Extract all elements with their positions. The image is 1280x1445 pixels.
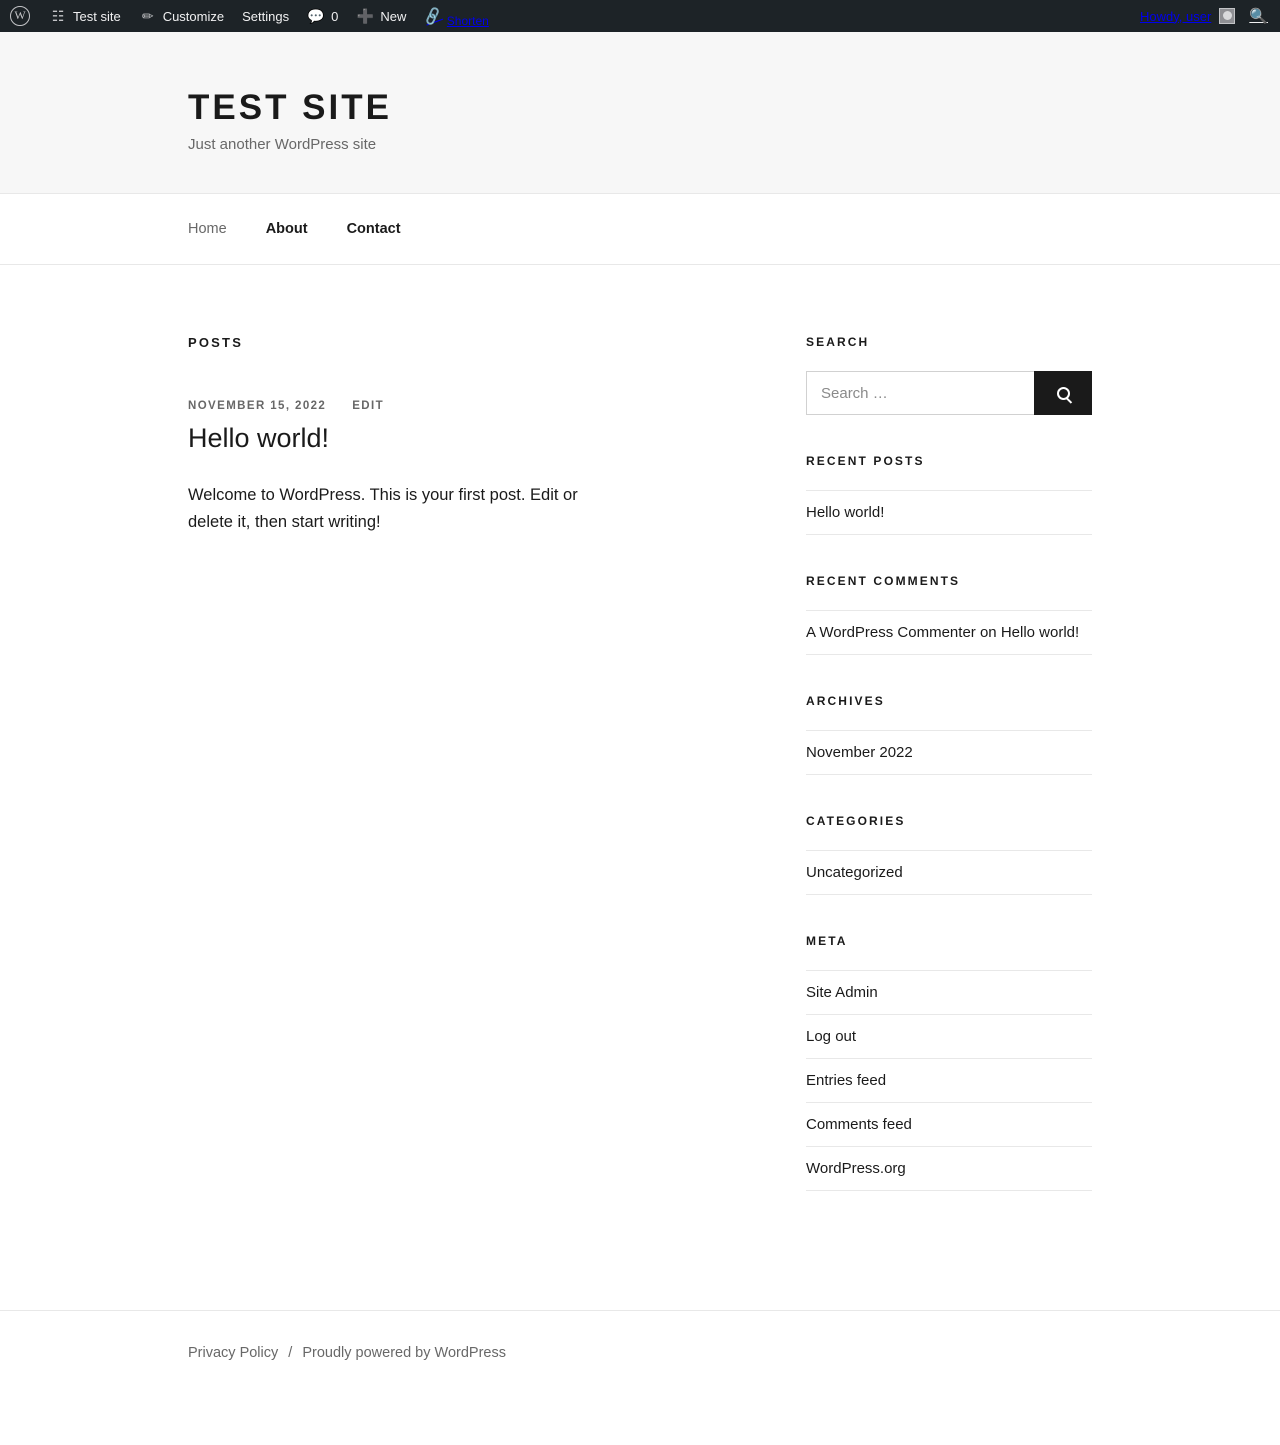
widget-title-search: SEARCH xyxy=(806,335,870,349)
wordpress-logo-icon xyxy=(10,6,30,26)
comment-author-link[interactable]: A WordPress Commenter xyxy=(806,624,976,641)
site-header xyxy=(0,32,1280,194)
nav-item-contact[interactable]: Contact xyxy=(346,221,401,237)
recent-post-link[interactable]: Hello world! xyxy=(806,504,885,521)
post-title xyxy=(188,422,620,454)
adminbar-customize[interactable] xyxy=(130,0,233,32)
meta-link-log-out[interactable]: Log out xyxy=(806,1028,857,1045)
list-item xyxy=(806,970,1092,1014)
site-footer xyxy=(0,1310,1280,1395)
post-article xyxy=(188,400,620,536)
admin-bar xyxy=(0,0,1280,32)
adminbar-my-account[interactable] xyxy=(1132,8,1243,24)
archive-link-november-2022[interactable]: November 2022 xyxy=(806,744,913,761)
post-content xyxy=(188,482,620,535)
post-body-text: Welcome to WordPress. This is your first post. Edit or delete it, then start writing! xyxy=(188,486,578,532)
footer-privacy-policy-link[interactable]: Privacy Policy xyxy=(188,1345,279,1361)
post-meta xyxy=(188,400,620,412)
post-edit-link[interactable]: EDIT xyxy=(352,400,385,412)
link-icon: 🔗 xyxy=(421,5,444,27)
widget-title-categories: CATEGORIES xyxy=(806,814,906,828)
comment-bubble-icon: 💬 xyxy=(307,7,325,24)
list-item xyxy=(806,1014,1092,1058)
widget-categories xyxy=(806,814,1092,895)
footer-separator: / xyxy=(288,1345,293,1361)
search-submit-button[interactable] xyxy=(1034,371,1092,415)
adminbar-right-group xyxy=(1132,7,1280,25)
posts-section-label: POSTS xyxy=(188,335,244,350)
list-item xyxy=(806,490,1092,535)
categories-list xyxy=(806,850,1092,895)
page-title: TEST SITE xyxy=(188,88,392,127)
widget-title-recent-comments: RECENT COMMENTS xyxy=(806,574,961,588)
adminbar-settings[interactable] xyxy=(233,0,298,32)
list-item xyxy=(806,1058,1092,1102)
plus-icon: ➕ xyxy=(356,7,375,24)
meta-link-comments-feed[interactable]: Comments feed xyxy=(806,1116,912,1133)
widget-title-recent-posts: RECENT POSTS xyxy=(806,454,925,468)
recent-posts-list xyxy=(806,490,1092,535)
nav-item-home[interactable]: Home xyxy=(188,221,227,237)
nav-item-about[interactable]: About xyxy=(265,221,308,237)
site-description: Just another WordPress site xyxy=(188,136,377,153)
list-item xyxy=(806,610,1092,655)
search-icon xyxy=(1057,387,1070,400)
adminbar-comments[interactable] xyxy=(298,0,347,32)
search-form xyxy=(806,371,1092,415)
adminbar-site-name-label: Test site xyxy=(73,8,121,24)
widget-title-meta: META xyxy=(806,934,848,948)
list-item xyxy=(806,730,1092,775)
widget-meta xyxy=(806,934,1092,1191)
paintbrush-icon: ✏ xyxy=(141,7,154,24)
category-link-uncategorized[interactable]: Uncategorized xyxy=(806,864,903,881)
list-item xyxy=(806,850,1092,895)
widget-recent-posts xyxy=(806,454,1092,535)
comment-on-label: on xyxy=(979,624,997,641)
post-title-link[interactable]: Hello world! xyxy=(188,423,330,453)
adminbar-customize-label: Customize xyxy=(162,8,225,24)
adminbar-howdy-label: Howdy, user xyxy=(1140,8,1212,24)
adminbar-site-name[interactable] xyxy=(40,0,130,32)
post-date[interactable]: NOVEMBER 15, 2022 xyxy=(188,400,327,412)
adminbar-wordpress-logo[interactable] xyxy=(0,0,40,32)
adminbar-new-label: New xyxy=(380,8,407,24)
archives-list xyxy=(806,730,1092,775)
adminbar-settings-label: Settings xyxy=(242,8,290,24)
widget-recent-comments xyxy=(806,574,1092,655)
avatar xyxy=(1219,8,1235,24)
search-input[interactable] xyxy=(806,371,1034,415)
adminbar-shorten-label: Shorten xyxy=(446,14,489,28)
dashboard-icon: ☷ xyxy=(51,7,65,24)
meta-link-wordpress-org[interactable]: WordPress.org xyxy=(806,1160,906,1177)
content-area xyxy=(0,265,1280,1230)
primary-navigation xyxy=(0,194,1280,265)
adminbar-new-content[interactable] xyxy=(347,0,415,32)
main-content xyxy=(188,335,620,1230)
widget-archives xyxy=(806,694,1092,775)
meta-list xyxy=(806,970,1092,1191)
footer-credit-link[interactable]: Proudly powered by WordPress xyxy=(302,1345,506,1361)
sidebar xyxy=(806,335,1092,1230)
meta-link-entries-feed[interactable]: Entries feed xyxy=(806,1072,887,1089)
adminbar-comments-count: 0 xyxy=(331,8,339,24)
list-item xyxy=(806,1102,1092,1146)
meta-link-site-admin[interactable]: Site Admin xyxy=(806,984,878,1001)
list-item xyxy=(806,1146,1092,1191)
adminbar-shorten[interactable] xyxy=(415,4,497,28)
adminbar-search-icon[interactable]: 🔍 xyxy=(1249,8,1268,25)
widget-title-archives: ARCHIVES xyxy=(806,694,885,708)
widget-search xyxy=(806,335,1092,415)
comment-post-link[interactable]: Hello world! xyxy=(1000,624,1080,641)
recent-comments-list xyxy=(806,610,1092,655)
